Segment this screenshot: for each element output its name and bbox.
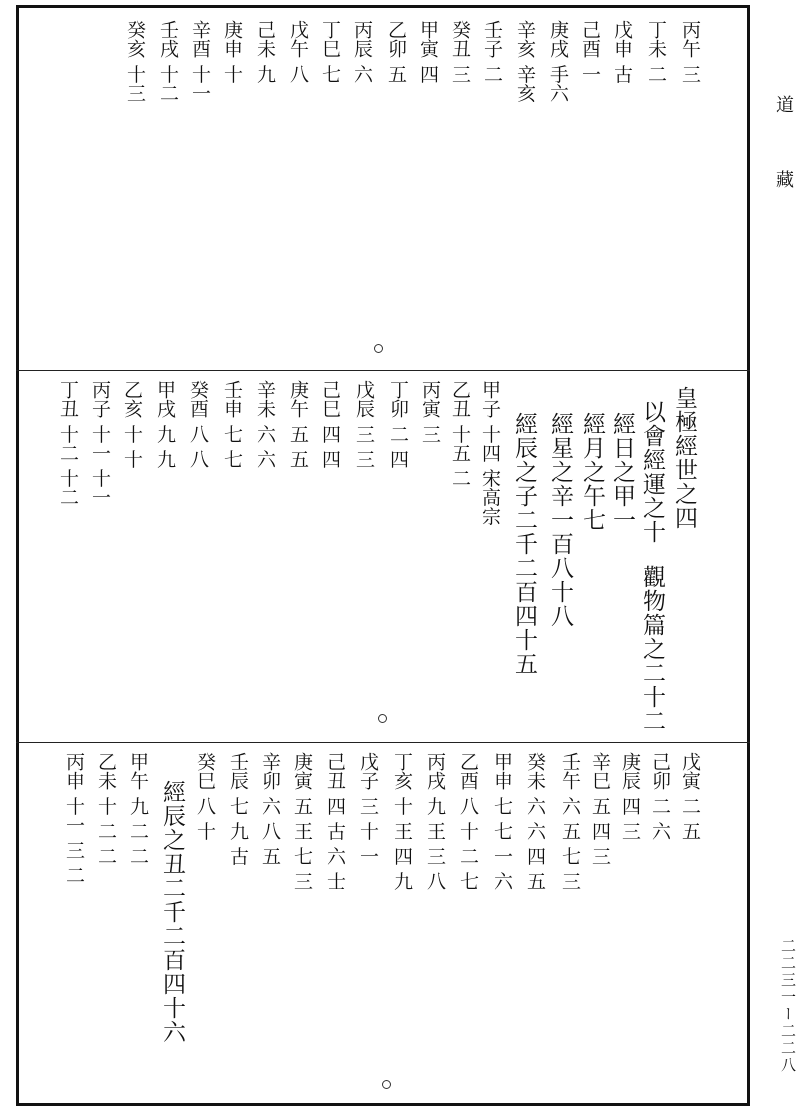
page-number: 二二三一ー二二八: [779, 938, 797, 1074]
chapter-title: 觀物篇之二十二: [639, 565, 665, 733]
entry: 丁巳 七: [319, 20, 341, 84]
entry: 丙申 十一 三 二: [63, 752, 85, 885]
entry: 乙卯 五: [385, 20, 407, 84]
entry: 甲子 十四 宋高宗: [479, 380, 501, 526]
entry: 丁未 二: [645, 20, 667, 84]
entry: 丙寅 三: [419, 380, 441, 444]
entry: 乙丑 十五 二: [449, 380, 471, 488]
entry: 甲戌 九 九: [154, 380, 176, 469]
entry: 庚午 五 五: [287, 380, 309, 469]
book-subtitle: 以會經運之十: [639, 400, 665, 544]
entry: 丁亥 十 王 四 九: [391, 752, 413, 891]
entry: 甲寅 四: [417, 20, 439, 84]
book-title: 皇極經世之四: [671, 386, 697, 530]
entry: 己巳 四 四: [319, 380, 341, 469]
entry: 甲午 九 二 二: [127, 752, 149, 866]
margin-title: 道: [773, 95, 794, 113]
entry: 己未 九: [254, 20, 276, 84]
entry: 庚辰 四 三: [619, 752, 641, 841]
entry: 癸未 六 六 四 五: [524, 752, 546, 891]
entry: 癸丑 三: [449, 20, 471, 84]
entry: 丁丑 十二 十二: [57, 380, 79, 507]
entry: 乙酉 八 十 二 七: [457, 752, 479, 891]
binding-hole-icon: [378, 714, 387, 723]
panel-divider-1: [16, 370, 750, 371]
entry: 戊辰 三 三: [353, 380, 375, 469]
entry: 丙子 十一 十一: [89, 380, 111, 507]
entry: 乙未 十 二 二: [95, 752, 117, 866]
entry: 辛未 六 六: [254, 380, 276, 469]
margin-subtitle: 藏: [773, 170, 794, 188]
entry: 丁卯 二 四: [387, 380, 409, 469]
panel-divider-2: [16, 742, 750, 743]
entry: 己卯 二 六: [649, 752, 671, 841]
entry: 癸酉 八 八: [187, 380, 209, 469]
entry: 戊子 三 十 一: [357, 752, 379, 866]
entry: 辛亥 辛亥: [514, 20, 536, 103]
entry: 己丑 四 古 六 士: [324, 752, 346, 891]
entry: 乙亥 十 十: [121, 380, 143, 469]
entry: 壬申 七 七: [221, 380, 243, 469]
entry: 癸亥 十三: [124, 20, 146, 103]
entry: 壬午 六 五 七 三: [559, 752, 581, 891]
line-month: 經月之午七: [579, 412, 605, 532]
entry: 庚寅 五 王 七 三: [291, 752, 313, 891]
page-frame: [16, 5, 750, 1106]
entry: 己酉 一: [579, 20, 601, 84]
entry: 庚申 十: [221, 20, 243, 84]
binding-hole-icon: [382, 1080, 391, 1089]
line-chen: 經辰之丑二千二百四十六: [159, 780, 185, 1044]
entry: 壬戌 十二: [157, 20, 179, 103]
entry: 辛巳 五 四 三: [589, 752, 611, 866]
entry: 丙午 三: [679, 20, 701, 84]
binding-hole-icon: [374, 344, 383, 353]
entry: 辛卯 六 八 五: [259, 752, 281, 866]
entry: 甲申 七 七 一 六: [491, 752, 513, 891]
entry: 庚戌 手六: [547, 20, 569, 103]
entry: 戊申 古: [611, 20, 633, 84]
entry: 壬辰 七 九 古: [227, 752, 249, 866]
entry: 辛酉 十一: [189, 20, 211, 103]
entry: 丙辰 六: [351, 20, 373, 84]
entry: 癸巳 八 十: [194, 752, 216, 841]
line-star: 經星之辛一百八十八: [547, 412, 573, 628]
line-day: 經日之甲一: [609, 412, 635, 532]
line-chen: 經辰之子二千二百四十五: [511, 412, 537, 676]
entry: 壬子 二: [481, 20, 503, 84]
entry: 戊寅 二 五: [679, 752, 701, 841]
entry: 戊午 八: [287, 20, 309, 84]
entry: 丙戌 九 王 三 八: [424, 752, 446, 891]
